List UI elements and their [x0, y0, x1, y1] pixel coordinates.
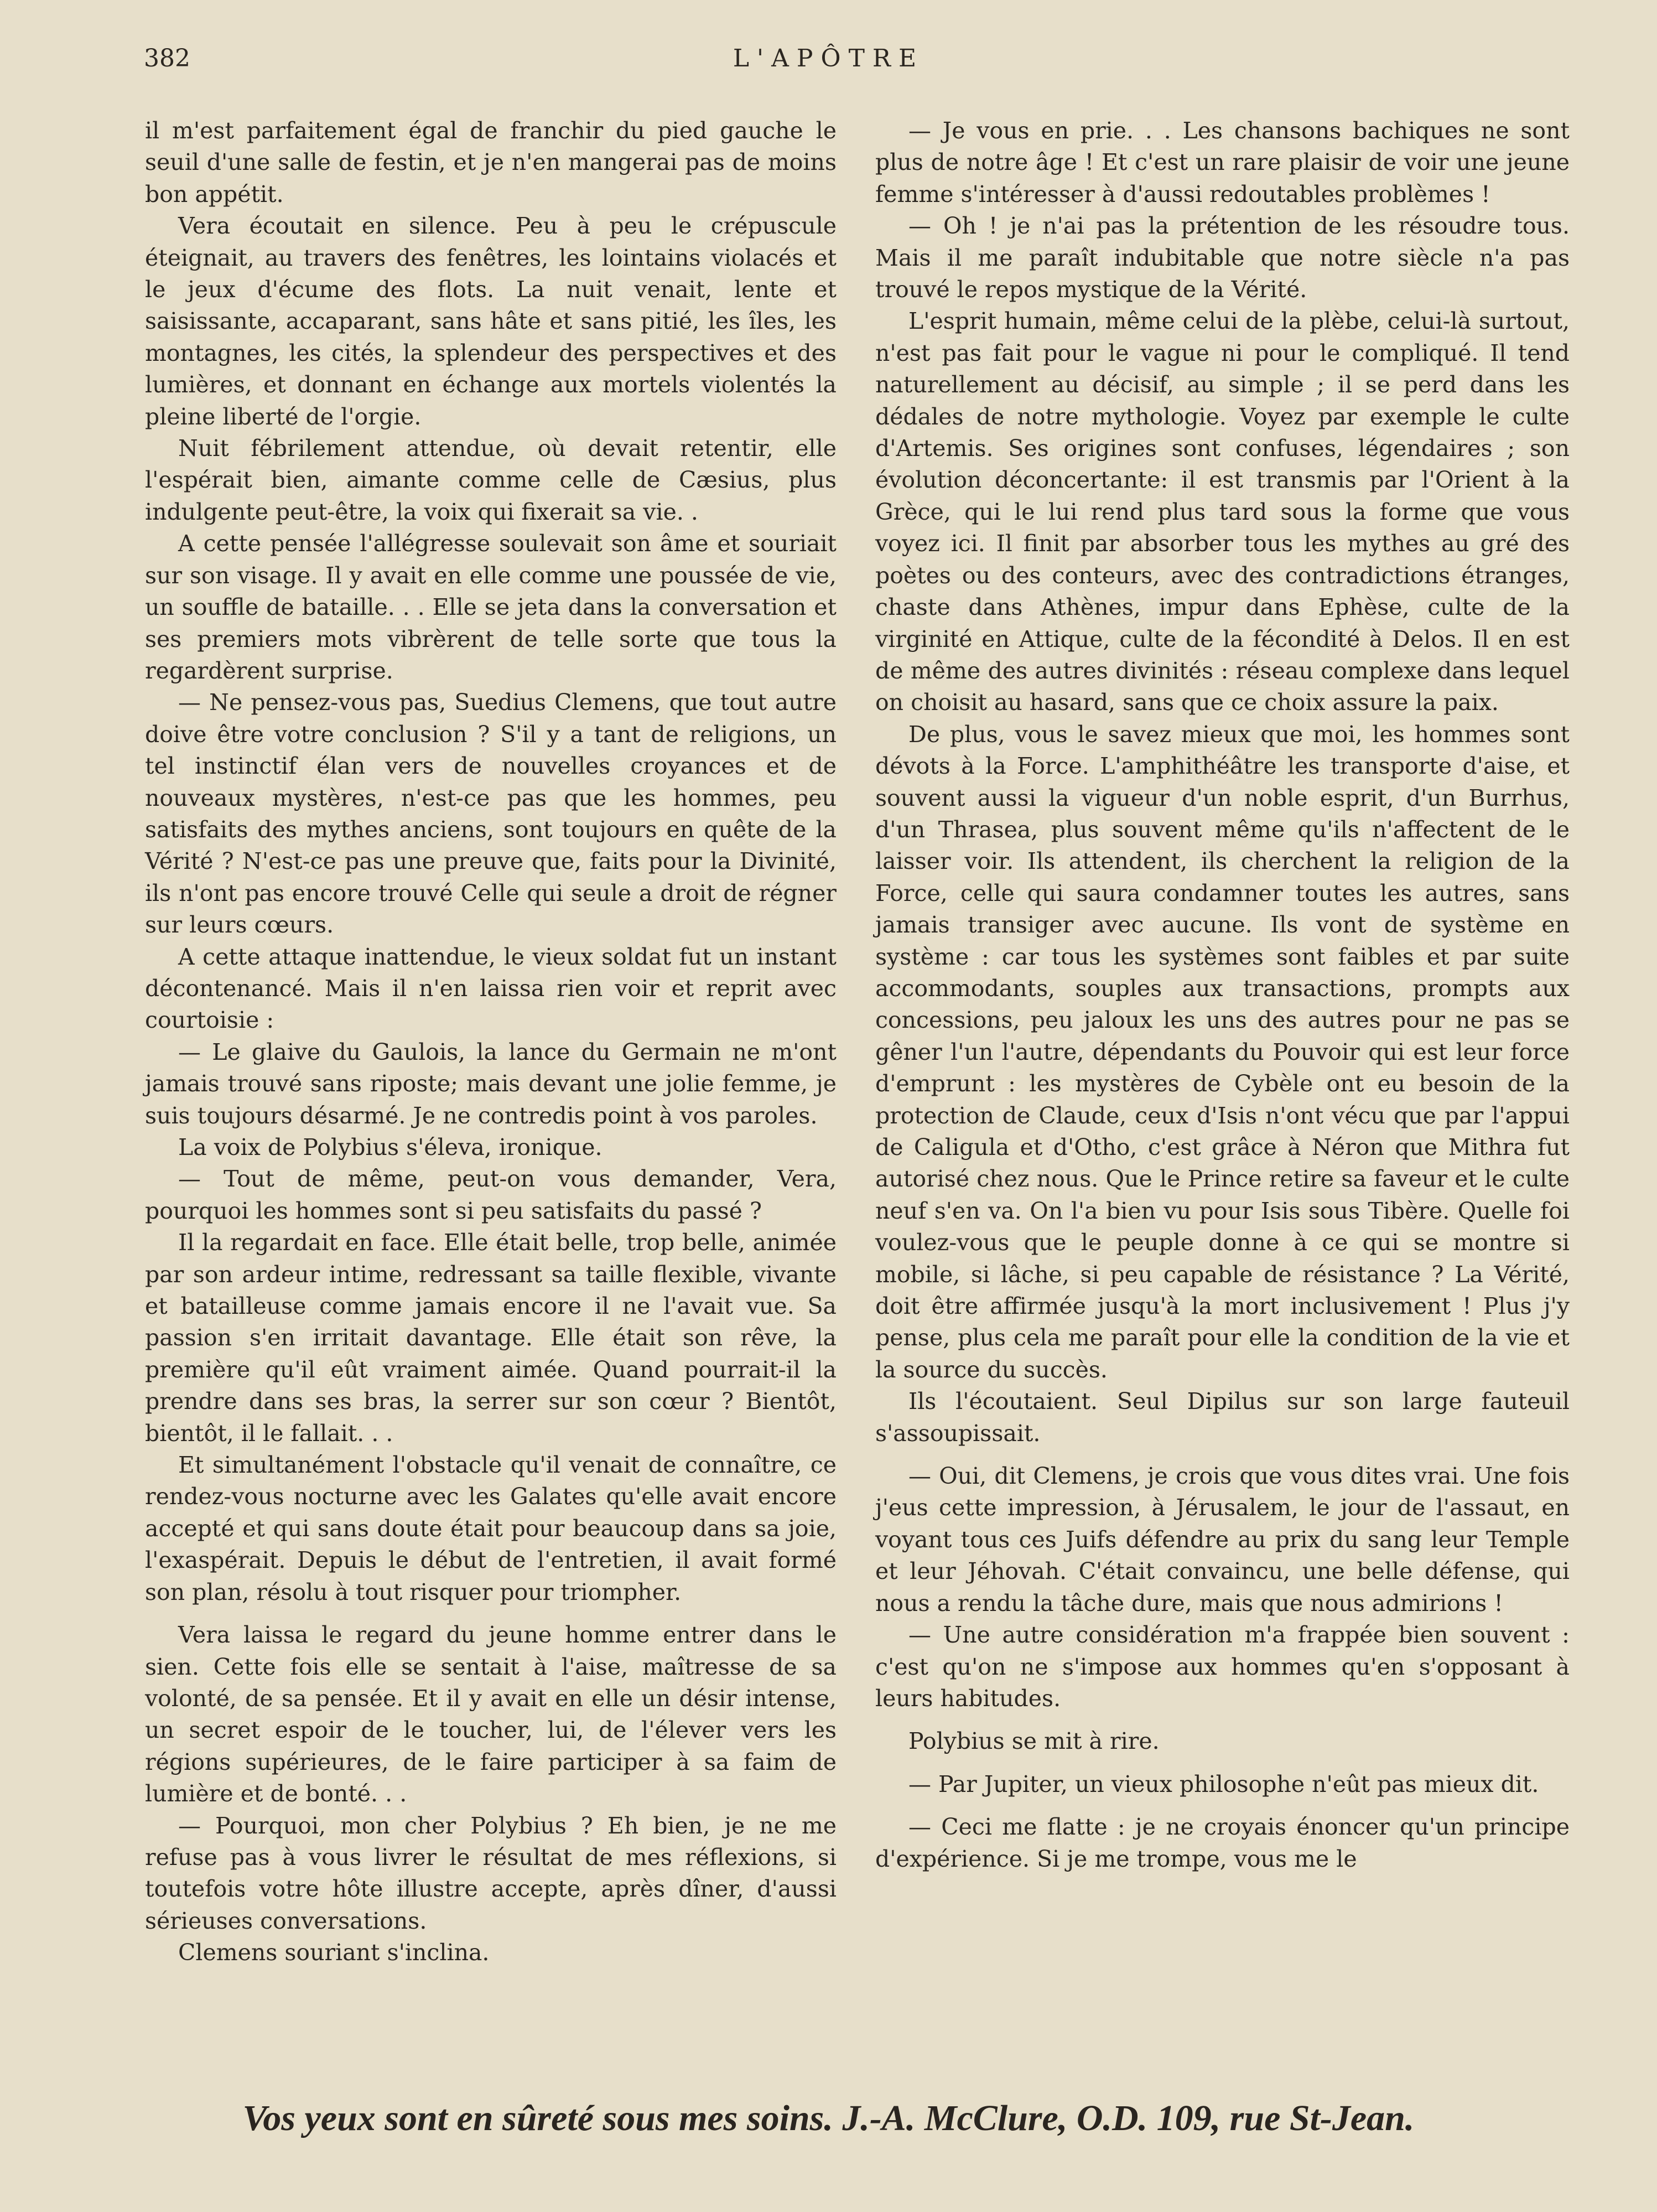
paragraph: — Une autre considération m'a frappée bien souvent : c'est qu'on ne s'impose aux hommes qu'en s'opposant à leurs habitudes. — [875, 1622, 1570, 1712]
paragraph: — Le glaive du Gaulois, la lance du Germain ne m'ont jamais trouvé sans riposte; mais devant une jolie femme, je suis toujours désarmé. Je ne contredis point à vos paroles. — [145, 1038, 837, 1129]
paragraph: Clemens souriant s'inclina. — [178, 1939, 490, 1966]
paragraph: A cette attaque inattendue, le vieux soldat fut un instant décontenancé. Mais il n'en laissa rien voir et reprit avec courtoisie : — [145, 943, 837, 1034]
page-header — [0, 44, 1657, 77]
paragraph: La voix de Polybius s'éleva, ironique. — [178, 1134, 602, 1161]
paragraph: — Je vous en prie. . . Les chansons bachiques ne sont plus de notre âge ! Et c'est un rare plaisir de voir une jeune femme s'intéresser à d'aussi redoutables problèmes ! — [875, 117, 1570, 208]
page-number: 382 — [144, 44, 190, 72]
paragraph: A cette pensée l'allégresse soulevait son âme et souriait sur son visage. Il y avait en elle comme une poussée de vie, un souffle de bataille. . . Elle se jeta dans la conversation et ses premiers mots vibrèrent de telle sorte que tous la regardèrent surprise. — [145, 530, 837, 684]
paragraph: — Ceci me flatte : je ne croyais énoncer qu'un principe d'expérience. Si je me trompe, vous me le — [875, 1814, 1570, 1872]
paragraph: Vera laissa le regard du jeune homme entrer dans le sien. Cette fois elle se sentait à l'aise, maîtresse de sa volonté, de sa pensée. Et il y avait en elle un désir intense, un secret espoir de le toucher, lui, de l'élever vers les régions supérieures, de le faire participer à sa faim de lumière et de bonté. . . — [145, 1622, 837, 1807]
right-column — [875, 115, 1570, 1875]
left-column — [145, 115, 837, 1969]
paragraph: Polybius se mit à rire. — [908, 1728, 1160, 1755]
paragraph: — Oui, dit Clemens, je crois que vous dites vrai. Une fois j'eus cette impression, à Jérusalem, le jour de l'assaut, en voyant tous ces Juifs défendre au prix du sang leur Temple et leur Jéhovah. C'était convaincu, une belle défense, qui nous a rendu la tâche dure, mais que nous admirions ! — [875, 1463, 1570, 1617]
paragraph: — Tout de même, peut-on vous demander, Vera, pourquoi les hommes sont si peu satisfaits du passé ? — [145, 1165, 837, 1224]
paragraph: — Par Jupiter, un vieux philosophe n'eût pas mieux dit. — [908, 1770, 1539, 1797]
running-title: L'APÔTRE — [733, 44, 924, 72]
paragraph: — Pourquoi, mon cher Polybius ? Eh bien, je ne me refuse pas à vous livrer le résultat de mes réflexions, si toutefois votre hôte illustre accepte, après dîner, d'aussi sérieuses conversations. — [145, 1812, 837, 1934]
paragraph: Et simultanément l'obstacle qu'il venait de connaître, ce rendez-vous nocturne avec les Galates qu'elle avait encore accepté et qui sans doute était pour beaucoup dans sa joie, l'exaspérait. Depuis le début de l'entretien, il avait formé son plan, résolu à tout risquer pour triompher. — [145, 1452, 837, 1605]
paragraph: Ils l'écoutaient. Seul Dipilus sur son large fauteuil s'assoupissait. — [875, 1388, 1570, 1447]
paragraph: Vera écoutait en silence. Peu à peu le crépuscule éteignait, au travers des fenêtres, les lointains violacés et le jeux d'écume des flots. La nuit venait, lente et saisissante, accaparant, sans hâte et sans pitié, les îles, les montagnes, les cités, la splendeur des perspectives et des lumières, et donnant en échange aux mortels violentés la pleine liberté de l'orgie. — [145, 213, 837, 430]
paragraph: il m'est parfaitement égal de franchir du pied gauche le seuil d'une salle de festin, et je n'en mangerai pas de moins bon appétit. — [145, 117, 837, 208]
footer-advertisement: Vos yeux sont en sûreté sous mes soins. J.-A. McClure, O.D. 109, rue St-Jean. — [242, 2098, 1415, 2138]
paragraph: Il la regardait en face. Elle était belle, trop belle, animée par son ardeur intime, redressant sa taille flexible, vivante et batailleuse comme jamais encore il ne l'avait vue. Sa passion s'en irritait davantage. Elle était son rêve, la première qu'il eût vraiment aimée. Quand pourrait-il la prendre dans ses bras, la serrer sur son cœur ? Bientôt, bientôt, il le fallait. . . — [145, 1229, 837, 1447]
paragraph: — Oh ! je n'ai pas la prétention de les résoudre tous. Mais il me paraît indubitable que notre siècle n'a pas trouvé le repos mystique de la Vérité. — [875, 213, 1570, 303]
paragraph: — Ne pensez-vous pas, Suedius Clemens, que tout autre doive être votre conclusion ? S'il y a tant de religions, un tel instinctif élan vers de nouvelles croyances et de nouveaux mystères, n'est-ce pas que les hommes, peu satisfaits des mythes anciens, sont toujours en quête de la Vérité ? N'est-ce pas une preuve que, faits pour la Divinité, ils n'ont pas encore trouvé Celle qui seule a droit de régner sur leurs cœurs. — [145, 689, 837, 939]
paragraph: Nuit fébrilement attendue, où devait retentir, elle l'espérait bien, aimante comme celle de Cæsius, plus indulgente peut-être, la voix qui fixerait sa vie. . — [145, 435, 837, 525]
paragraph: De plus, vous le savez mieux que moi, les hommes sont dévots à la Force. L'amphithéâtre les transporte d'aise, et souvent aussi la vigueur d'un noble esprit, d'un Burrhus, d'un Thrasea, plus souvent même qu'ils n'affectent de le laisser voir. Ils attendent, ils cherchent la religion de la Force, celle qui saura condamner toutes les autres, sans jamais transiger avec aucune. Ils vont de système en système : car tous les systèmes sont faibles et par suite accommodants, souples aux transactions, prompts aux concessions, peu jaloux les uns des autres pour ne pas se gêner l'un l'autre, dépendants du Pouvoir qui est leur force d'emprunt : les mystères de Cybèle ont eu besoin de la protection de Claude, ceux d'Isis n'ont vécu que par l'appui de Caligula et d'Otho, c'est grâce à Néron que Mithra fut autorisé chez nous. Que le Prince retire sa faveur et le culte neuf s'en va. On l'a bien vu pour Isis sous Tibère. Quelle foi voulez-vous que le peuple donne à ce qui se montre si mobile, si lâche, si peu capable de résistance ? La Vérité, doit être affirmée jusqu'à la mort inclusivement ! Plus j'y pense, plus cela me paraît pour elle la condition de la vie et la source du succès. — [875, 721, 1570, 1383]
paragraph: L'esprit humain, même celui de la plèbe, celui-là surtout, n'est pas fait pour le vague ni pour le compliqué. Il tend naturellement au décisif, au simple ; il se perd dans les dédales de notre mythologie. Voyez par exemple le culte d'Artemis. Ses origines sont confuses, légendaires ; son évolution déconcertante: il est transmis par l'Orient à la Grèce, qui le lui rend plus tard sous la forme que vous voyez ici. Il finit par absorber tous les mythes au gré des poètes ou des conteurs, avec des contradictions étranges, chaste dans Athènes, impur dans Ephèse, culte de la virginité en Attique, culte de la fécondité à Delos. Il en est de même des autres divinités : réseau complexe dans lequel on choisit au hasard, sans que ce choix assure la paix. — [875, 308, 1570, 716]
